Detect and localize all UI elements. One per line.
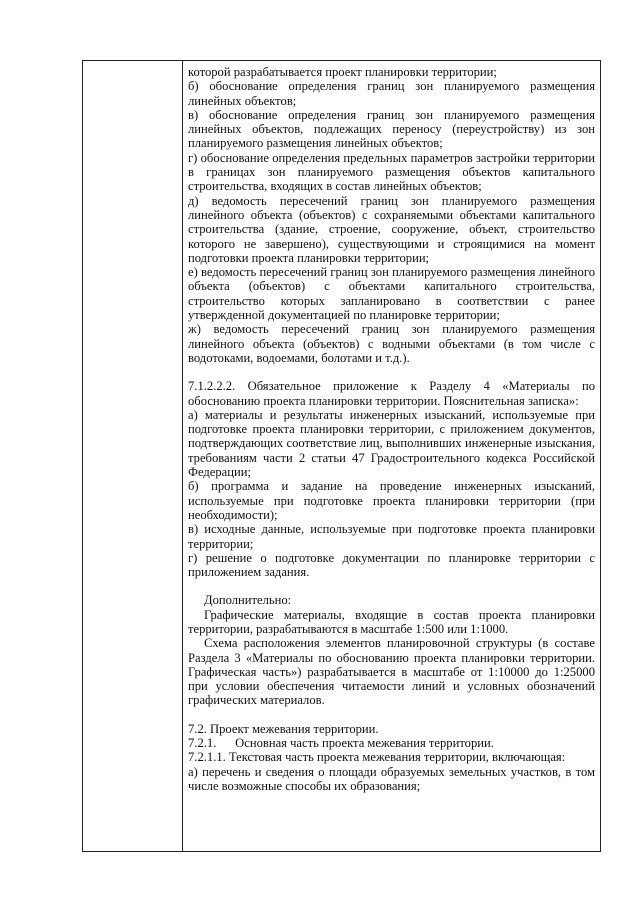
paragraph: г) решение о подготовке документации по планировке территории с приложением задания. <box>188 550 595 580</box>
paragraph: е) ведомость пересечений границ зон планируемого размещения линейного объекта (объектов) с объектами капитального строительства, строительство которых запланировано в соответствии с ранее утвержденной документацией по планировке территории; <box>188 265 595 323</box>
paragraph: а) перечень и сведения о площади образуемых земельных участков, в том числе возможные способы их образования; <box>188 764 595 793</box>
numbered-line <box>188 750 595 764</box>
paragraph: которой разрабатывается проект планировки территории; <box>188 65 497 79</box>
paragraph: б) обоснование определения границ зон планируемого размещения линейных объектов; <box>188 79 595 108</box>
section-heading: 7.1.2.2.2. Обязательное приложение к Разделу 4 «Материалы по обоснованию проекта планировки территории. Пояснительная записка»: <box>188 379 595 408</box>
paragraph: г) обоснование определения предельных параметров застройки территории в границах зон планируемого размещения объектов капитального строительства, входящих в состав линейных объектов; <box>188 150 595 194</box>
document-table <box>82 60 601 852</box>
numbered-line <box>188 736 595 750</box>
paragraph: д) ведомость пересечений границ зон планируемого размещения линейного объекта (объектов) с сохраняемыми объектами капитального строительства (здание, строение, сооружение, объект, строительство которого не завершено), существующими и строящимися на момент подготовки проекта планировки территории; <box>188 193 595 265</box>
item-text: Основная часть проекта межевания территории. <box>235 736 494 751</box>
paragraph: б) программа и задание на проведение инженерных изысканий, используемые при подготовке проекта планировки территории (при необходимости); <box>188 479 595 522</box>
paragraph: в) исходные данные, используемые при подготовке проекта планировки территории; <box>188 522 595 551</box>
paragraph: Схема расположения элементов планировочной структуры (в составе Раздела 3 «Материалы по обоснованию проекта планировки территории. Графическая часть») разрабатывается в масштабе от 1:10000 до 1:25000 при условии обеспечения читаемости линий и условных обозначений графических материалов. <box>188 636 595 708</box>
left-column <box>83 61 183 851</box>
item-number: 7.2.1. <box>188 736 217 751</box>
item-text: Текстовая часть проекта межевания территории, включающая: <box>228 750 566 765</box>
paragraph: Дополнительно: <box>204 593 292 608</box>
paragraph: а) материалы и результаты инженерных изысканий, используемые при подготовке проекта планировки территории, с приложением документов, подтверждающих соответствие лиц, выполнивших инженерные изыскания, требованиям части 2 статьи 47 Градостроительного кодекса Российской Федерации; <box>188 407 595 480</box>
section-heading: 7.2. Проект межевания территории. <box>188 721 379 736</box>
item-number: 7.2.1.1. <box>188 750 226 765</box>
paragraph: Графические материалы, входящие в состав проекта планировки территории, разрабатываются в масштабе 1:500 или 1:1000. <box>188 607 595 636</box>
right-column <box>183 61 600 851</box>
paragraph: ж) ведомость пересечений границ зон планируемого размещения линейного объекта (объектов) с водными объектами (в том числе с водотоками, водоемами, болотами и т.д.). <box>188 322 595 365</box>
paragraph: в) обоснование определения границ зон планируемого размещения линейных объектов, подлежащих переносу (переустройству) из зон планируемого размещения линейных объектов; <box>188 107 595 151</box>
